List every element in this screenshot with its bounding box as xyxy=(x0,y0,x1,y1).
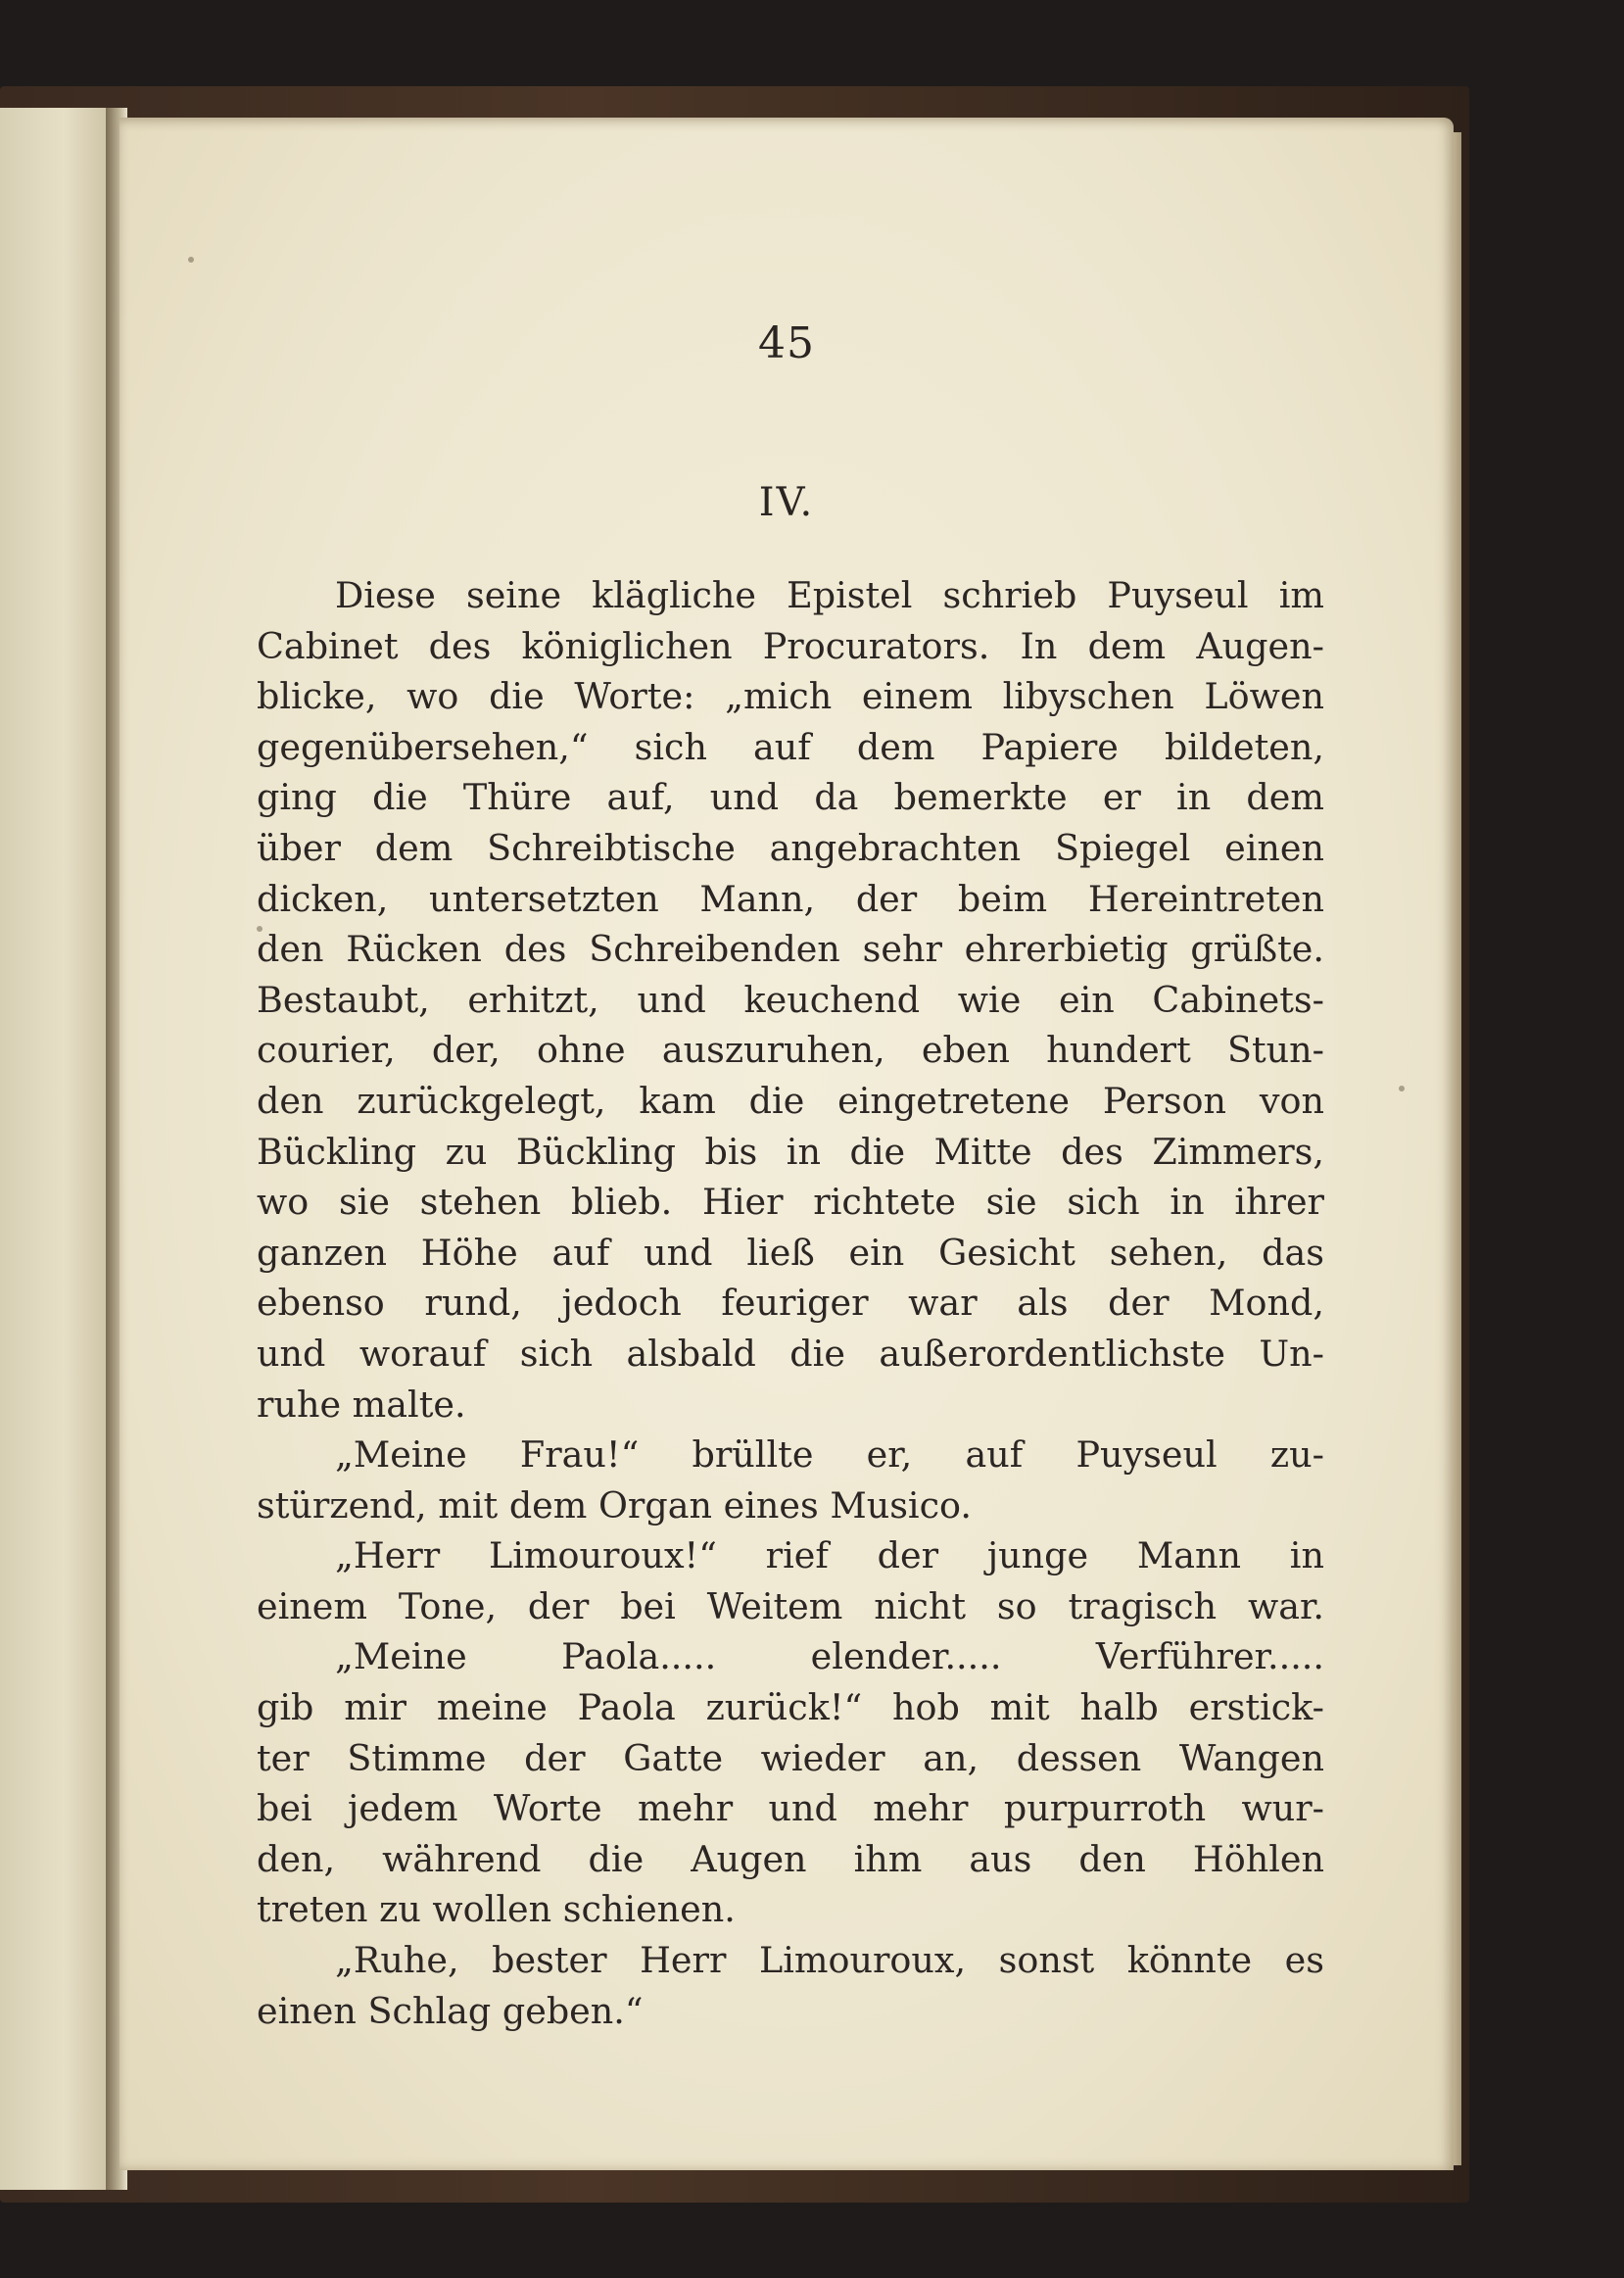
text-line: ebenso rund, jedoch feuriger war als der Mond, xyxy=(257,1282,1324,1325)
text-line: den, während die Augen ihm aus den Höhlen xyxy=(257,1837,1324,1880)
text-line: einem Tone, der bei Weitem nicht so tragisch war. xyxy=(257,1584,1324,1627)
text-line: „Meine Paola..... elender..... Verführer..... xyxy=(335,1635,1324,1678)
text-line: dicken, untersetzten Mann, der beim Hereintreten xyxy=(257,877,1324,920)
chapter-heading: IV. xyxy=(758,480,815,525)
text-line: bei jedem Worte mehr und mehr purpurroth wur- xyxy=(257,1787,1324,1830)
text-line: ter Stimme der Gatte wieder an, dessen Wangen xyxy=(257,1736,1324,1779)
text-line: Bückling zu Bückling bis in die Mitte des Zimmers, xyxy=(257,1130,1324,1173)
text-line: Diese seine klägliche Epistel schrieb Puyseul im xyxy=(335,574,1324,616)
text-line: ganzen Höhe auf und ließ ein Gesicht sehen, das xyxy=(257,1231,1324,1274)
text-line: den zurückgelegt, kam die eingetretene Person von xyxy=(257,1079,1324,1122)
text-line: treten zu wollen schienen. xyxy=(257,1888,736,1931)
text-line: „Ruhe, bester Herr Limouroux, sonst könnte es xyxy=(335,1939,1324,1982)
body-text xyxy=(257,570,1324,2036)
text-line: über dem Schreibtische angebrachten Spiegel einen xyxy=(257,826,1324,869)
paper-speck xyxy=(188,257,194,263)
text-line: „Meine Frau!“ brüllte er, auf Puyseul zu- xyxy=(335,1433,1324,1477)
text-line: gib mir meine Paola zurück!“ hob mit halb erstick- xyxy=(257,1686,1324,1729)
text-line: und worauf sich alsbald die außerordentlichste Un- xyxy=(257,1332,1324,1375)
text-line: blicke, wo die Worte: „mich einem libyschen Löwen xyxy=(257,675,1324,718)
page-number: 45 xyxy=(758,318,815,368)
text-line: gegenübersehen,“ sich auf dem Papiere bildeten, xyxy=(257,725,1324,768)
text-line: wo sie stehen blieb. Hier richtete sie sich in ihrer xyxy=(257,1181,1324,1224)
text-line: Cabinet des königlichen Procurators. In dem Augen- xyxy=(257,624,1324,667)
facing-page-edge xyxy=(0,108,116,2190)
text-line: stürzend, mit dem Organ eines Musico. xyxy=(257,1483,972,1527)
text-line: ruhe malte. xyxy=(257,1382,466,1426)
book-page xyxy=(119,118,1454,2170)
text-line: ging die Thüre auf, und da bemerkte er in dem xyxy=(257,776,1324,819)
paper-speck xyxy=(1399,1086,1405,1091)
text-line: „Herr Limouroux!“ rief der junge Mann in xyxy=(335,1534,1324,1577)
text-line: courier, der, ohne auszuruhen, eben hundert Stun- xyxy=(257,1029,1324,1072)
text-line: den Rücken des Schreibenden sehr ehrerbietig grüßte. xyxy=(257,928,1324,971)
paper-speck xyxy=(257,926,263,932)
text-line: Bestaubt, erhitzt, und keuchend wie ein Cabinets- xyxy=(257,978,1324,1021)
text-line: einen Schlag geben.“ xyxy=(257,1989,644,2032)
